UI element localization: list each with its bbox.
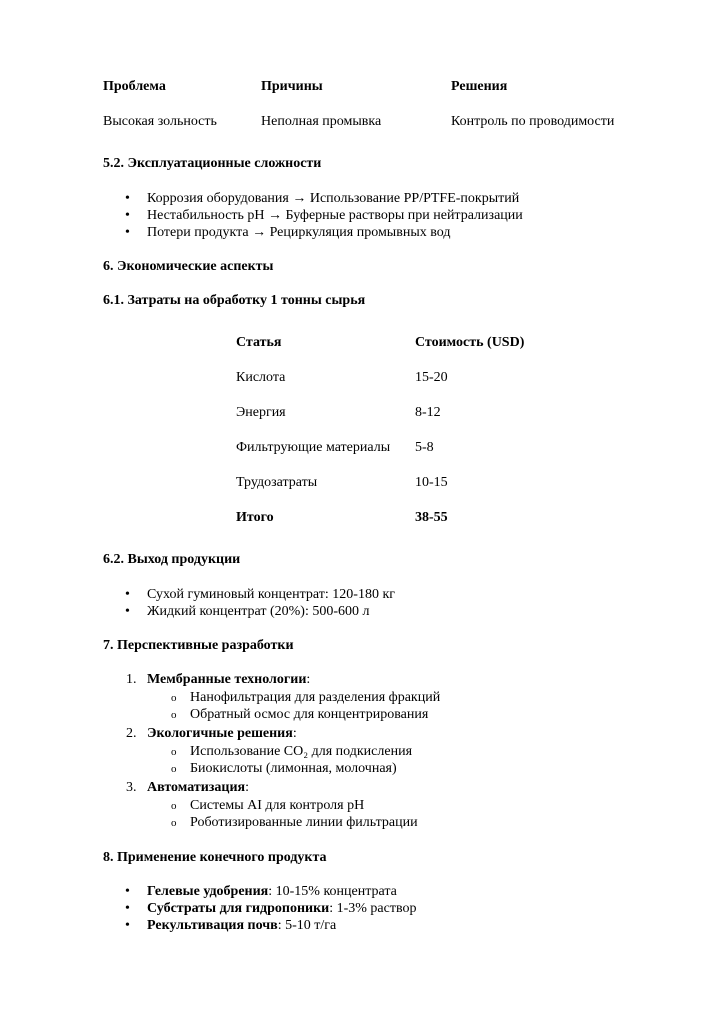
numbered-item: Автоматизация: [147,780,249,795]
section-heading: 8. Применение конечного продукта [103,850,327,865]
section-heading: 6. Экономические аспекты [103,259,274,274]
circle-bullet-icon: o [171,692,177,704]
bullet-icon: • [125,225,130,240]
list-item: Потери продукта → Рециркуляция промывных вод [147,225,451,240]
table-cell: Трудозатраты [236,475,318,490]
circle-bullet-icon: o [171,746,177,758]
table-header: Проблема [103,79,166,94]
list-item: Нестабильность pH → Буферные растворы при нейтрализации [147,208,523,223]
table-cell: 8-12 [415,405,441,420]
list-item-label: Субстраты для гидропоники [147,901,330,916]
circle-bullet-icon: o [171,800,177,812]
list-item: Жидкий концентрат (20%): 500-600 л [147,604,370,619]
numbered-item-label: Мембранные технологии [147,672,307,687]
list-item [147,884,397,900]
sub-list-item: Использование CO₂ для подкисления [190,744,413,759]
list-item: Коррозия оборудования → Использование PP/PTFE-покрытий [147,191,520,206]
sub-list-item: Нанофильтрация для разделения фракций [190,690,441,705]
list-item: Сухой гуминовый концентрат: 120-180 кг [147,587,395,602]
bullet-icon: • [125,208,130,223]
sub-list-item: Обратный осмос для концентрирования [190,707,429,722]
section-heading: 5.2. Эксплуатационные сложности [103,156,322,171]
list-item-label: Рекультивация почв [147,918,278,933]
list-number: 2. [126,726,137,741]
table-header: Причины [261,79,323,94]
list-number: 3. [126,780,137,795]
table-cell: Кислота [236,370,286,385]
table-cell: Энергия [236,405,286,420]
list-number: 1. [126,672,137,687]
section-heading: 6.1. Затраты на обработку 1 тонны сырья [103,293,366,308]
numbered-item-label: Экологичные решения [147,726,293,741]
bullet-icon: • [125,191,130,206]
table-cell: 5-8 [415,440,434,455]
table-total-label: Итого [236,510,274,525]
list-item [147,918,336,934]
table-header: Статья [236,335,282,350]
circle-bullet-icon: o [171,817,177,829]
list-item [147,901,417,917]
numbered-item-label: Автоматизация [147,780,246,795]
numbered-item: Мембранные технологии: [147,672,311,687]
table-cell: Контроль по проводимости [451,114,615,129]
table-cell: Фильтрующие материалы [236,440,391,455]
table-header: Стоимость (USD) [415,335,525,350]
circle-bullet-icon: o [171,763,177,775]
list-item-value: : 5-10 т/га [277,918,337,933]
table-cell: 15-20 [415,370,448,385]
list-item-value: : 10-15% концентрата [268,884,397,899]
list-item-label: Гелевые удобрения [147,884,269,899]
sub-list-item: Системы AI для контроля pH [190,798,365,813]
table-cell: 10-15 [415,475,448,490]
table-header: Решения [451,79,508,94]
numbered-item: Экологичные решения: [147,726,297,741]
sub-list-item: Роботизированные линии фильтрации [190,815,418,830]
sub-list-item: Биокислоты (лимонная, молочная) [190,761,397,776]
table-cell: Высокая зольность [103,114,217,129]
bullet-icon: • [125,901,130,916]
section-heading: 6.2. Выход продукции [103,552,241,567]
circle-bullet-icon: o [171,709,177,721]
bullet-icon: • [125,884,130,899]
table-cell: Неполная промывка [261,114,382,129]
bullet-icon: • [125,587,130,602]
bullet-icon: • [125,604,130,619]
table-total-value: 38-55 [415,510,448,525]
bullet-icon: • [125,918,130,933]
list-item-value: : 1-3% раствор [329,901,417,916]
section-heading: 7. Перспективные разработки [103,638,294,653]
